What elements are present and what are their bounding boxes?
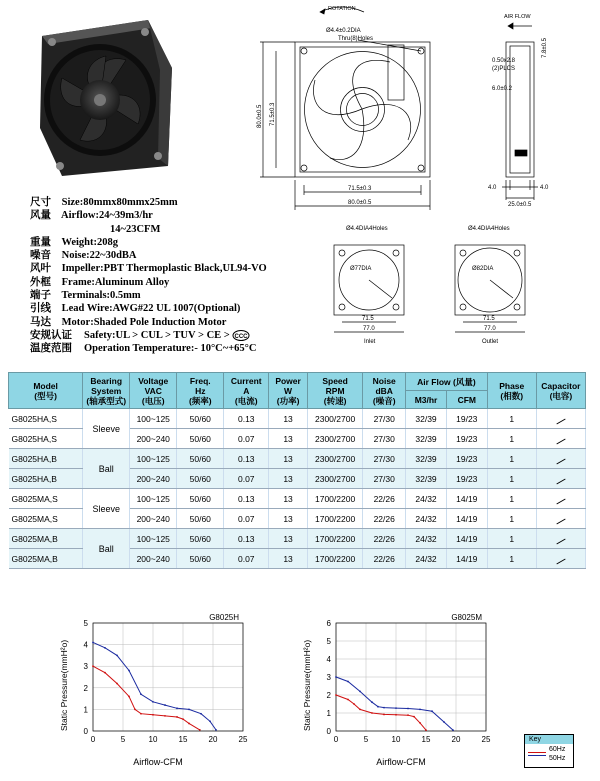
data-point bbox=[371, 701, 373, 703]
capacitor-icon bbox=[556, 518, 565, 524]
cell-freq: 50/60 bbox=[177, 429, 224, 449]
data-point bbox=[176, 716, 178, 718]
cell-phase: 1 bbox=[487, 529, 536, 549]
holes-note-2: Thru(8)Holes bbox=[338, 36, 374, 42]
col-m3: M3/hr bbox=[406, 391, 447, 409]
cell-m3: 24/32 bbox=[406, 529, 447, 549]
cell-current: 0.13 bbox=[224, 409, 269, 429]
legend-swatch-60hz bbox=[528, 752, 546, 753]
data-point bbox=[347, 699, 349, 701]
cell-model: G8025MA,B bbox=[9, 549, 83, 569]
outlet-dim-77: 77.0 bbox=[484, 326, 496, 332]
spec-terminals: 端子 Terminals:0.5mm bbox=[30, 290, 141, 302]
x-tick-label: 0 bbox=[333, 735, 339, 744]
cell-voltage: 200~240 bbox=[130, 429, 177, 449]
data-point bbox=[176, 707, 178, 709]
cell-voltage: 100~125 bbox=[130, 409, 177, 429]
col-bearing: Bearing System (轴承型式) bbox=[83, 373, 130, 409]
cell-power: 13 bbox=[269, 489, 308, 509]
data-point bbox=[395, 714, 397, 716]
inlet-dim-71-5: 71.5 bbox=[362, 316, 374, 322]
cell-model: G8025MA,B bbox=[9, 529, 83, 549]
cell-phase: 1 bbox=[487, 409, 536, 429]
cell-model: G8025HA,S bbox=[9, 429, 83, 449]
inlet-label: Inlet bbox=[364, 339, 376, 345]
data-point bbox=[431, 710, 433, 712]
col-voltage: Voltage VAC (电压) bbox=[130, 373, 177, 409]
side-view bbox=[488, 14, 549, 208]
data-point bbox=[134, 709, 136, 711]
y-tick-label: 3 bbox=[326, 673, 331, 682]
cell-power: 13 bbox=[269, 429, 308, 449]
cell-phase: 1 bbox=[487, 449, 536, 469]
cell-phase: 1 bbox=[487, 429, 536, 449]
data-point bbox=[335, 694, 337, 696]
cell-phase: 1 bbox=[487, 509, 536, 529]
data-point bbox=[383, 714, 385, 716]
cell-cfm: 19/23 bbox=[446, 469, 487, 489]
data-point bbox=[335, 676, 337, 678]
dim-6: 6.0±0.2 bbox=[492, 86, 512, 92]
cell-current: 0.13 bbox=[224, 489, 269, 509]
chart-title: G8025H bbox=[209, 613, 239, 622]
cell-power: 13 bbox=[269, 509, 308, 529]
data-point bbox=[383, 707, 385, 709]
x-tick-label: 20 bbox=[451, 735, 461, 744]
data-point bbox=[395, 707, 397, 709]
cell-noise: 27/30 bbox=[363, 449, 406, 469]
cell-voltage: 200~240 bbox=[130, 469, 177, 489]
x-tick-label: 25 bbox=[481, 735, 491, 744]
cell-speed: 2300/2700 bbox=[307, 469, 362, 489]
cell-model: G8025MA,S bbox=[9, 489, 83, 509]
terminal-note: 0.50x2.8 bbox=[492, 58, 516, 64]
cell-bearing: Sleeve bbox=[83, 409, 130, 449]
col-freq: Freq. Hz (频率) bbox=[177, 373, 224, 409]
table-row bbox=[9, 489, 586, 509]
chart-g8025h bbox=[55, 603, 255, 773]
cell-freq: 50/60 bbox=[177, 469, 224, 489]
x-tick-label: 0 bbox=[90, 735, 96, 744]
y-tick-label: 0 bbox=[83, 727, 88, 736]
x-axis-label: Airflow-CFM bbox=[376, 757, 426, 767]
dim-4-right: 4.0 bbox=[540, 185, 549, 191]
inlet-diameter: Ø77DIA bbox=[350, 266, 372, 272]
data-point bbox=[425, 729, 427, 731]
capacitor-icon bbox=[556, 478, 565, 484]
cell-capacitor bbox=[536, 529, 585, 549]
data-point bbox=[164, 704, 166, 706]
cell-freq: 50/60 bbox=[177, 549, 224, 569]
col-current: Current A (电流) bbox=[224, 373, 269, 409]
outlet-diameter: Ø82DIA bbox=[472, 266, 494, 272]
dim-7-8: 7.8±0.5 bbox=[542, 38, 548, 58]
cell-current: 0.07 bbox=[224, 429, 269, 449]
y-axis-label: Static Pressure(mmH²o) bbox=[59, 639, 69, 731]
cell-cfm: 14/19 bbox=[446, 509, 487, 529]
data-point bbox=[140, 693, 142, 695]
y-tick-label: 5 bbox=[83, 619, 88, 628]
cell-current: 0.07 bbox=[224, 469, 269, 489]
y-tick-label: 0 bbox=[326, 727, 331, 736]
svg-text:CCC: CCC bbox=[234, 334, 248, 341]
data-point bbox=[413, 716, 415, 718]
cell-bearing: Ball bbox=[83, 529, 130, 569]
spec-motor: 马达 Motor:Shaded Pole Induction Motor bbox=[30, 316, 227, 328]
cell-speed: 2300/2700 bbox=[307, 429, 362, 449]
table-row bbox=[9, 409, 586, 429]
spec-frame: 外框 Frame:Aluminum Alloy bbox=[30, 276, 170, 288]
chart-title: G8025M bbox=[451, 613, 482, 622]
cell-m3: 32/39 bbox=[406, 429, 447, 449]
spec-airflow: 风量 Airflow:24~39m3/hr bbox=[30, 210, 153, 222]
legend-swatch-50hz bbox=[528, 755, 546, 756]
y-tick-label: 4 bbox=[83, 640, 88, 650]
cell-m3: 24/32 bbox=[406, 509, 447, 529]
dimension-drawing bbox=[240, 0, 570, 350]
table-row bbox=[9, 529, 586, 549]
data-point bbox=[199, 729, 201, 731]
col-power: Power W (功率) bbox=[269, 373, 308, 409]
x-tick-label: 10 bbox=[148, 735, 158, 744]
cell-cfm: 14/19 bbox=[446, 549, 487, 569]
spec-weight: 重量 Weight:208g bbox=[30, 236, 119, 248]
dim-4-left: 4.0 bbox=[488, 185, 497, 191]
cell-m3: 24/32 bbox=[406, 549, 447, 569]
capacitor-icon bbox=[556, 438, 565, 444]
cell-cfm: 14/19 bbox=[446, 529, 487, 549]
data-point bbox=[452, 729, 454, 731]
cell-m3: 32/39 bbox=[406, 449, 447, 469]
y-axis-label: Static Pressure(mmH²o) bbox=[302, 639, 312, 731]
col-airflow: Air Flow (风量) bbox=[406, 373, 488, 391]
capacitor-icon bbox=[556, 498, 565, 504]
cell-phase: 1 bbox=[487, 489, 536, 509]
data-point bbox=[359, 709, 361, 711]
cell-model: G8025HA,B bbox=[9, 449, 83, 469]
data-point bbox=[371, 712, 373, 714]
data-point bbox=[128, 670, 130, 672]
cell-voltage: 100~125 bbox=[130, 449, 177, 469]
table-row bbox=[9, 449, 586, 469]
x-tick-label: 15 bbox=[178, 735, 188, 744]
cell-m3: 32/39 bbox=[406, 469, 447, 489]
cell-voltage: 200~240 bbox=[130, 549, 177, 569]
cell-capacitor bbox=[536, 409, 585, 429]
col-model: Model (型号) bbox=[9, 373, 83, 409]
x-tick-label: 10 bbox=[391, 735, 401, 744]
cell-power: 13 bbox=[269, 529, 308, 549]
legend-item-60hz: 60Hz bbox=[525, 744, 573, 755]
cell-speed: 1700/2200 bbox=[307, 529, 362, 549]
cell-m3: 24/32 bbox=[406, 489, 447, 509]
col-phase: Phase (相数) bbox=[487, 373, 536, 409]
data-point bbox=[407, 708, 409, 710]
dim-80: 80.0±0.5 bbox=[348, 200, 372, 206]
cell-power: 13 bbox=[269, 549, 308, 569]
cell-speed: 2300/2700 bbox=[307, 409, 362, 429]
outlet-view bbox=[455, 226, 525, 345]
data-point bbox=[152, 714, 154, 716]
y-tick-label: 4 bbox=[326, 655, 331, 664]
x-axis-label: Airflow-CFM bbox=[133, 757, 183, 767]
data-point bbox=[92, 665, 94, 667]
y-tick-label: 1 bbox=[83, 705, 88, 715]
cell-capacitor bbox=[536, 449, 585, 469]
data-point bbox=[104, 672, 106, 674]
cell-noise: 22/26 bbox=[363, 489, 406, 509]
data-point bbox=[116, 655, 118, 657]
cell-capacitor bbox=[536, 509, 585, 529]
chart-g8025m bbox=[298, 603, 498, 773]
cell-cfm: 14/19 bbox=[446, 489, 487, 509]
data-point bbox=[116, 683, 118, 685]
outlet-label: Outlet bbox=[482, 339, 499, 345]
legend-item-50hz: 50Hz bbox=[525, 755, 573, 765]
y-tick-label: 2 bbox=[326, 691, 331, 700]
capacitor-icon bbox=[556, 418, 565, 424]
data-point bbox=[419, 709, 421, 711]
inlet-view bbox=[334, 226, 404, 345]
table-header-row bbox=[9, 373, 586, 391]
cell-bearing: Sleeve bbox=[83, 489, 130, 529]
data-point bbox=[188, 723, 190, 725]
cell-noise: 27/30 bbox=[363, 429, 406, 449]
cell-voltage: 200~240 bbox=[130, 509, 177, 529]
x-tick-label: 20 bbox=[208, 735, 218, 744]
cell-noise: 27/30 bbox=[363, 409, 406, 429]
cell-freq: 50/60 bbox=[177, 489, 224, 509]
capacitor-icon bbox=[556, 458, 565, 464]
dim-71-5: 71.5±0.3 bbox=[348, 186, 372, 192]
front-view bbox=[257, 6, 430, 210]
spec-airflow-cfm: 14~23CFM bbox=[110, 223, 161, 235]
data-point bbox=[377, 706, 379, 708]
cell-voltage: 100~125 bbox=[130, 529, 177, 549]
y-tick-label: 1 bbox=[326, 709, 331, 718]
y-tick-label: 2 bbox=[83, 683, 88, 693]
cell-cfm: 19/23 bbox=[446, 429, 487, 449]
cell-noise: 22/26 bbox=[363, 529, 406, 549]
data-point bbox=[200, 713, 202, 715]
cell-cfm: 19/23 bbox=[446, 449, 487, 469]
fan-photo bbox=[30, 8, 180, 178]
spec-impeller: 风叶 Impeller:PBT Thermoplastic Black,UL94-VO bbox=[30, 263, 267, 275]
cell-noise: 22/26 bbox=[363, 509, 406, 529]
cell-m3: 32/39 bbox=[406, 409, 447, 429]
cell-capacitor bbox=[536, 469, 585, 489]
data-point bbox=[164, 715, 166, 717]
cell-capacitor bbox=[536, 549, 585, 569]
cell-power: 13 bbox=[269, 469, 308, 489]
cell-capacitor bbox=[536, 429, 585, 449]
cell-model: G8025HA,B bbox=[9, 469, 83, 489]
data-point bbox=[92, 642, 94, 644]
cell-freq: 50/60 bbox=[177, 449, 224, 469]
cell-model: G8025HA,S bbox=[9, 409, 83, 429]
data-point bbox=[104, 647, 106, 649]
y-tick-label: 6 bbox=[326, 619, 331, 628]
data-point bbox=[407, 714, 409, 716]
cell-current: 0.13 bbox=[224, 529, 269, 549]
x-tick-label: 5 bbox=[363, 735, 369, 744]
col-cfm: CFM bbox=[446, 391, 487, 409]
data-point bbox=[359, 691, 361, 693]
cell-speed: 2300/2700 bbox=[307, 449, 362, 469]
data-point bbox=[188, 709, 190, 711]
cell-freq: 50/60 bbox=[177, 409, 224, 429]
data-point bbox=[419, 722, 421, 724]
airflow-label: AIR FLOW bbox=[504, 14, 531, 20]
series-line-50hz bbox=[336, 695, 426, 730]
cell-voltage: 100~125 bbox=[130, 489, 177, 509]
plot-frame bbox=[93, 623, 243, 731]
data-point bbox=[182, 718, 184, 720]
dim-71-vertical: 71.5±0.3 bbox=[270, 102, 276, 126]
data-point bbox=[209, 720, 211, 722]
cell-power: 13 bbox=[269, 409, 308, 429]
x-tick-label: 15 bbox=[421, 735, 431, 744]
data-point bbox=[215, 729, 217, 731]
y-tick-label: 3 bbox=[83, 662, 88, 672]
rotation-label: ROTATION bbox=[328, 6, 356, 12]
data-point bbox=[152, 701, 154, 703]
cell-capacitor bbox=[536, 489, 585, 509]
x-tick-label: 25 bbox=[238, 735, 248, 744]
data-point bbox=[353, 703, 355, 705]
outlet-dim-71-5: 71.5 bbox=[483, 316, 495, 322]
cell-power: 13 bbox=[269, 449, 308, 469]
cell-bearing: Ball bbox=[83, 449, 130, 489]
dim-80-vertical: 80.0±0.5 bbox=[257, 104, 263, 128]
dim-25: 25.0±0.5 bbox=[508, 202, 532, 208]
cell-current: 0.13 bbox=[224, 449, 269, 469]
cell-current: 0.07 bbox=[224, 549, 269, 569]
inlet-holes-note: Ø4.4DIA4Holes bbox=[346, 226, 388, 232]
outlet-holes-note: Ø4.4DIA4Holes bbox=[468, 226, 510, 232]
series-line-60hz bbox=[93, 642, 216, 730]
spec-lead-wire: 引线 Lead Wire:AWG#22 UL 1007(Optional) bbox=[30, 303, 241, 315]
cell-noise: 22/26 bbox=[363, 549, 406, 569]
cell-speed: 1700/2200 bbox=[307, 489, 362, 509]
col-noise: Noise dBA (噪音) bbox=[363, 373, 406, 409]
x-tick-label: 5 bbox=[120, 735, 126, 744]
data-point bbox=[128, 696, 130, 698]
capacitor-icon bbox=[556, 558, 565, 564]
spec-size: 尺寸 Size:80mmx80mmx25mm bbox=[30, 197, 178, 208]
cell-phase: 1 bbox=[487, 549, 536, 569]
data-point bbox=[443, 721, 445, 723]
spec-noise: 噪音 Noise:22~30dBA bbox=[30, 250, 137, 262]
holes-note: Ø4.4±0.2DIA bbox=[326, 28, 361, 34]
spec-table bbox=[8, 372, 586, 569]
data-point bbox=[140, 713, 142, 715]
cell-speed: 1700/2200 bbox=[307, 509, 362, 529]
col-speed: Speed RPM (转速) bbox=[307, 373, 362, 409]
cell-freq: 50/60 bbox=[177, 509, 224, 529]
terminal-note-2: (2)PLCS bbox=[492, 66, 516, 72]
inlet-dim-77: 77.0 bbox=[363, 326, 375, 332]
cell-speed: 1700/2200 bbox=[307, 549, 362, 569]
cell-cfm: 19/23 bbox=[446, 409, 487, 429]
capacitor-icon bbox=[556, 538, 565, 544]
cell-model: G8025MA,S bbox=[9, 509, 83, 529]
legend-title: Key bbox=[525, 735, 573, 744]
chart-legend bbox=[524, 734, 574, 768]
col-capacitor: Capacitor (电容) bbox=[536, 373, 585, 409]
spec-safety: 安规认证 Safety:UL > CUL > TUV > CE > CCC bbox=[30, 329, 330, 342]
cell-freq: 50/60 bbox=[177, 529, 224, 549]
y-tick-label: 5 bbox=[326, 637, 331, 646]
cell-phase: 1 bbox=[487, 469, 536, 489]
data-point bbox=[347, 681, 349, 683]
spec-temperature: 温度范围 Operation Temperature:- 10°C~+65°C bbox=[30, 343, 257, 355]
cell-noise: 27/30 bbox=[363, 469, 406, 489]
cell-current: 0.07 bbox=[224, 509, 269, 529]
